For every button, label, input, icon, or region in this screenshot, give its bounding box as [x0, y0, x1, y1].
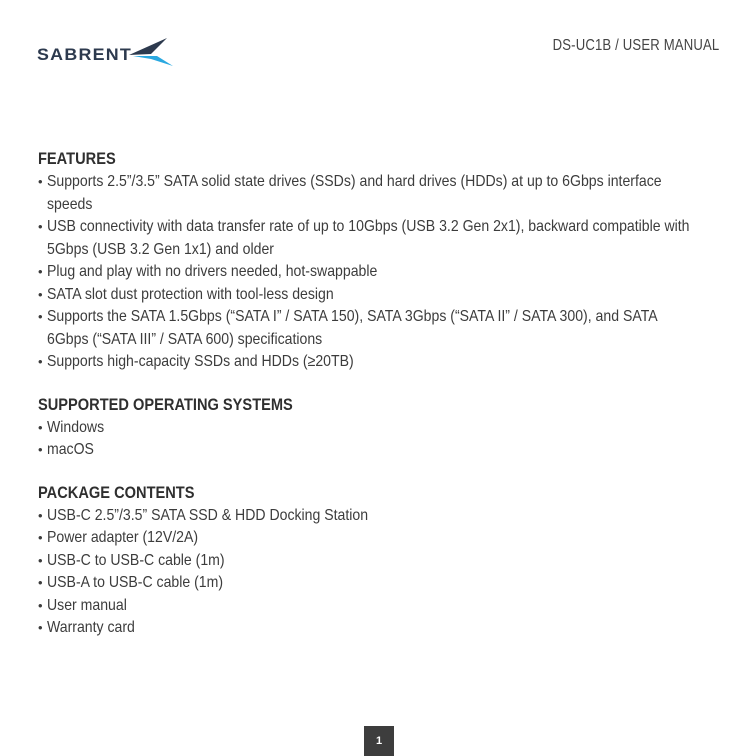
- brand-logo: [37, 36, 177, 70]
- list-item: • User manual: [38, 595, 718, 618]
- page-number-badge: 1: [364, 726, 394, 756]
- bullet-icon: •: [38, 620, 43, 635]
- bullet-icon: •: [38, 174, 43, 189]
- manual-content: [38, 148, 718, 660]
- brand-logo-text: SABRENT: [37, 45, 133, 64]
- package-list: [38, 505, 718, 640]
- brand-swoosh-icon: [127, 36, 177, 68]
- list-item: • macOS: [38, 439, 718, 462]
- section-heading: FEATURES: [38, 149, 116, 168]
- list-item: • USB-A to USB-C cable (1m): [38, 572, 718, 595]
- features-section: [38, 148, 718, 374]
- supported-os-section: [38, 394, 718, 462]
- features-list: [38, 171, 718, 374]
- list-item: • USB-C 2.5”/3.5” SATA SSD & HDD Docking Station: [38, 505, 718, 528]
- list-item: • Plug and play with no drivers needed, hot-swappable: [38, 261, 718, 284]
- bullet-icon: •: [38, 309, 43, 324]
- list-item: • Warranty card: [38, 617, 718, 640]
- list-item: • Supports high-capacity SSDs and HDDs (≥20TB): [38, 351, 718, 374]
- section-heading: SUPPORTED OPERATING SYSTEMS: [38, 394, 293, 414]
- list-item: • USB-C to USB-C cable (1m): [38, 550, 718, 573]
- list-item: • Supports 2.5”/3.5” SATA solid state drives (SSDs) and hard drives (HDDs) at up to 6Gbps interface speeds: [38, 173, 662, 213]
- list-item: • Supports the SATA 1.5Gbps (“SATA I” / SATA 150), SATA 3Gbps (“SATA II” / SATA 300), and SATA 6Gbps (“SATA III” / SATA 600) specifications: [38, 308, 657, 348]
- bullet-icon: •: [38, 442, 43, 457]
- bullet-icon: •: [38, 530, 43, 545]
- list-item: • Windows: [38, 417, 718, 440]
- list-item: • Power adapter (12V/2A): [38, 527, 718, 550]
- bullet-icon: •: [38, 286, 43, 302]
- bullet-icon: •: [38, 264, 43, 279]
- bullet-icon: •: [38, 354, 43, 369]
- bullet-icon: •: [38, 419, 43, 435]
- bullet-icon: •: [38, 219, 43, 234]
- section-heading: PACKAGE CONTENTS: [38, 482, 195, 502]
- bullet-icon: •: [38, 597, 43, 613]
- package-contents-section: [38, 482, 718, 640]
- list-item: • USB connectivity with data transfer rate of up to 10Gbps (USB 3.2 Gen 2x1), backward compatible with 5Gbps (USB 3.2 Gen 1x1) and older: [38, 218, 690, 258]
- bullet-icon: •: [38, 575, 43, 590]
- bullet-icon: •: [38, 552, 43, 568]
- os-list: [38, 417, 718, 462]
- bullet-icon: •: [38, 507, 43, 523]
- list-item: • SATA slot dust protection with tool-less design: [38, 284, 718, 307]
- document-title: DS-UC1B / USER MANUAL: [552, 37, 719, 54]
